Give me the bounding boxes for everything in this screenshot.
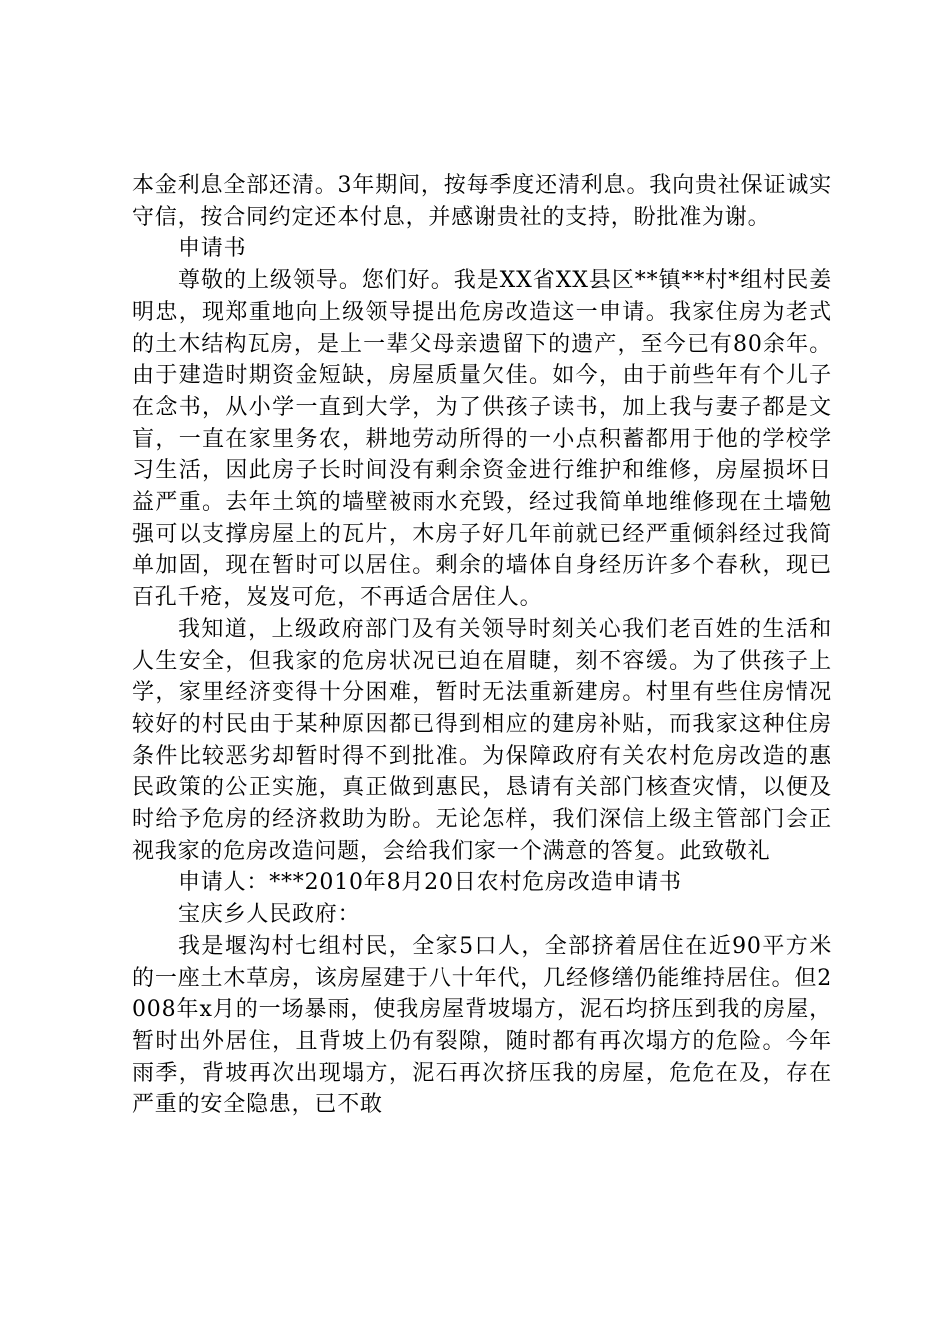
document-body (132, 170, 832, 1121)
paragraph-loan-ending: 本金利息全部还清。3年期间，按每季度还清利息。我向贵社保证诚实守信，按合同约定还本付息，并感谢贵社的支持，盼批准为谢。 (132, 173, 832, 230)
paragraph-signature: 申请人：***2010年8月20日农村危房改造申请书 (178, 870, 682, 896)
paragraph-addressee: 宝庆乡人民政府： (178, 902, 361, 928)
paragraph-application-body: 尊敬的上级领导。您们好。我是XX省XX县区**镇**村*组村民姜明忠，现郑重地向上级领导提出危房改造这一申请。我家住房为老式的土木结构瓦房，是上一辈父母亲遗留下的遗产，至今已有80余年。由于建造时期资金短缺，房屋质量欠佳。如今，由于前些年有个儿子在念书，从小学一直到大学，为了供孩子读书，加上我与妻子都是文盲，一直在家里务农，耕地劳动所得的一小点积蓄都用于他的学校学习生活，因此房子长时间没有剩余资金进行维护和维修，房屋损坏日益严重。去年土筑的墙壁被雨水充毁，经过我简单地维修现在土墙勉强可以支撑房屋上的瓦片，木房子好几年前就已经严重倾斜经过我简单加固，现在暂时可以居住。剩余的墙体自身经历许多个春秋，现已百孔千疮，岌岌可危，不再适合居住人。 (132, 268, 832, 611)
paragraph-second-application: 我是堰沟村七组村民，全家5口人，全部挤着居住在近90平方米的一座土木草房，该房屋建于八十年代，几经修缮仍能维持居住。但2008年x月的一场暴雨，使我房屋背坡塌方，泥石均挤压到我的房屋，暂时出外居住，且背坡上仍有裂隙，随时都有再次塌方的危险。今年雨季，背坡再次出现塌方，泥石再次挤压我的房屋，危危在及，存在严重的安全隐患，已不敢 (132, 933, 832, 1118)
paragraph-application-request: 我知道，上级政府部门及有关领导时刻关心我们老百姓的生活和人生安全，但我家的危房状况已迫在眉睫，刻不容缓。为了供孩子上学，家里经济变得十分困难，暂时无法重新建房。村里有些住房情况较好的村民由于某种原因都已得到相应的建房补贴，而我家这种住房条件比较恶劣却暂时得不到批准。为保障政府有关农村危房改造的惠民政策的公正实施，真正做到惠民，恳请有关部门核查灾情，以便及时给予危房的经济救助为盼。无论怎样，我们深信上级主管部门会正视我家的危房改造问题，会给我们家一个满意的答复。此致敬礼 (132, 616, 832, 864)
paragraph-title-application: 申请书 (178, 236, 247, 262)
